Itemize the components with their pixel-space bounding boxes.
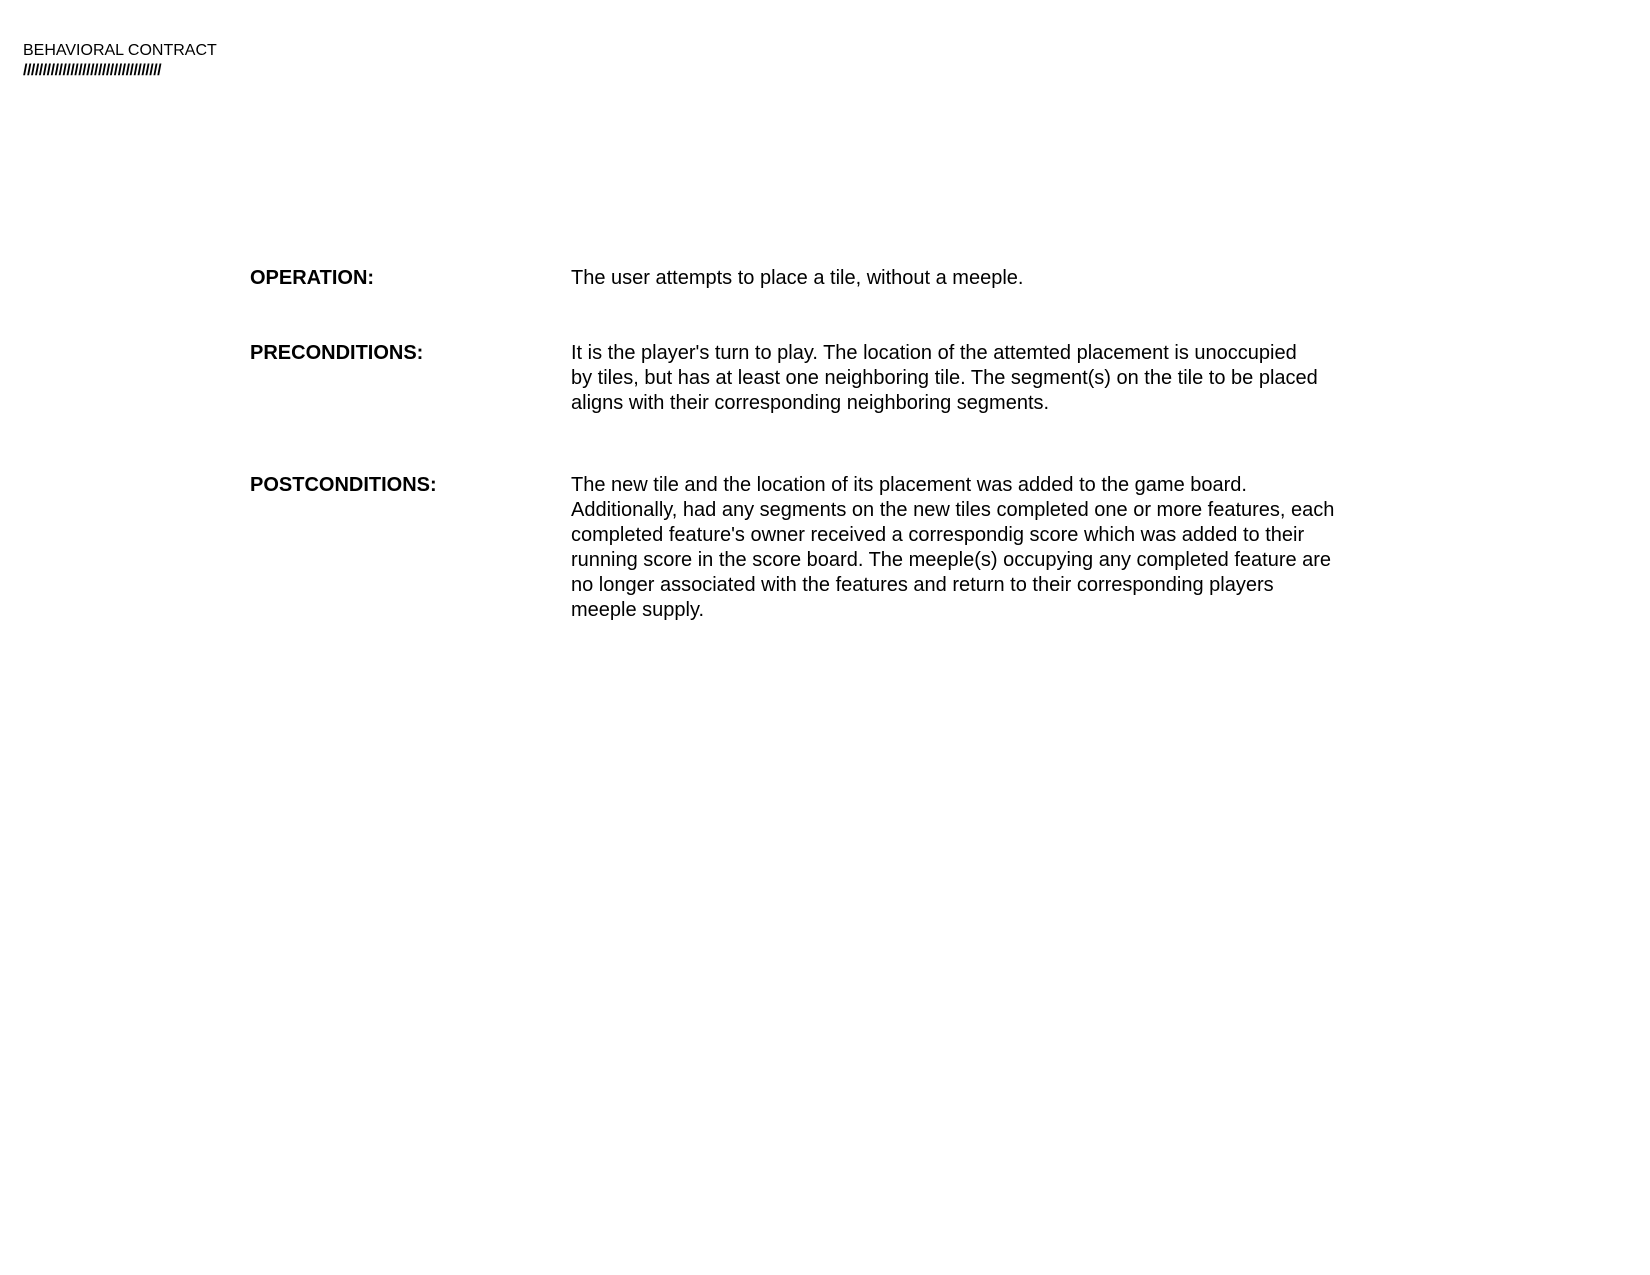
document-header — [23, 41, 217, 81]
postconditions-text: The new tile and the location of its placement was added to the game board. Additionally, had any segments on the new tiles completed one or more features, each completed feature's owner received a correspondig score which was added to their running score in the score board. The meeple(s) occupying any completed feature are no longer associated with the features and return to their corresponding players meeple supply. — [571, 474, 1335, 621]
title-underline-slashes: /////////////////////////////////// — [23, 62, 162, 79]
preconditions-label: PRECONDITIONS: — [250, 342, 424, 364]
document-title: BEHAVIORAL CONTRACT — [23, 42, 217, 59]
preconditions-text: It is the player's turn to play. The location of the attemted placement is unoccupied by tiles, but has at least one neighboring tile. The segment(s) on the tile to be placed aligns with their corresponding neighboring segments. — [571, 342, 1318, 414]
operation-label: OPERATION: — [250, 267, 375, 289]
operation-text: The user attempts to place a tile, without a meeple. — [571, 267, 1024, 289]
postconditions-label: POSTCONDITIONS: — [250, 474, 437, 496]
